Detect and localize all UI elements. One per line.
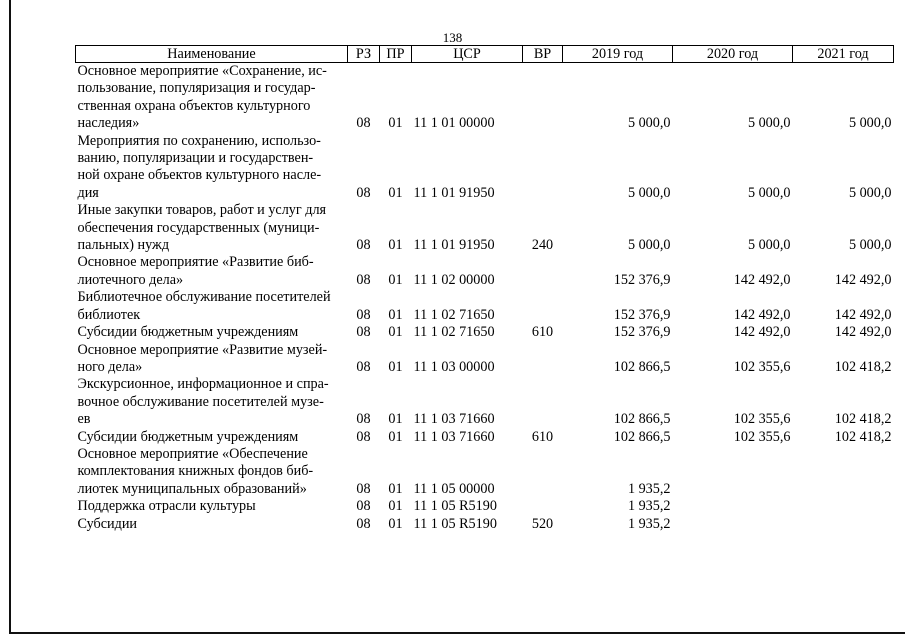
cell-name bbox=[76, 446, 348, 498]
cell-2019: 152 376,9 bbox=[613, 271, 671, 288]
name-line: наследия» bbox=[77, 115, 140, 132]
cell-pr: 01 bbox=[388, 411, 403, 428]
cell-csr: 11 1 05 R5190 bbox=[413, 515, 497, 532]
cell-2019: 1 935,2 bbox=[627, 480, 671, 497]
cell-csr: 11 1 05 00000 bbox=[413, 480, 495, 497]
name-line: Иные закупки товаров, работ и услуг для bbox=[77, 202, 327, 219]
cell-2020: 102 355,6 bbox=[733, 411, 791, 428]
table-row bbox=[76, 324, 894, 341]
table-row bbox=[76, 376, 894, 428]
name-line: ного дела» bbox=[77, 358, 143, 375]
cell-2020: 102 355,6 bbox=[733, 428, 791, 445]
cell-rz: 08 bbox=[356, 428, 371, 445]
cell-2021: 5 000,0 bbox=[848, 115, 892, 132]
cell-2019: 102 866,5 bbox=[613, 358, 671, 375]
table-body bbox=[76, 63, 894, 533]
cell-pr: 01 bbox=[388, 324, 403, 341]
cell-2019: 1 935,2 bbox=[627, 498, 671, 515]
table-row bbox=[76, 254, 894, 289]
cell-2020: 142 492,0 bbox=[733, 271, 791, 288]
name-line: комплектования книжных фондов биб- bbox=[77, 463, 314, 480]
cell-vr: 520 bbox=[531, 515, 554, 532]
cell-2019: 5 000,0 bbox=[627, 184, 671, 201]
table-row bbox=[76, 289, 894, 324]
cell-name bbox=[76, 498, 348, 515]
cell-vr: 610 bbox=[531, 324, 554, 341]
name-line: Субсидии бюджетным учреждениям bbox=[77, 428, 299, 445]
name-line: Основное мероприятие «Развитие биб- bbox=[77, 254, 314, 271]
table-row bbox=[76, 133, 894, 203]
table-row bbox=[76, 202, 894, 254]
cell-2020: 142 492,0 bbox=[733, 306, 791, 323]
cell-2019: 152 376,9 bbox=[613, 306, 671, 323]
cell-vr bbox=[523, 289, 563, 324]
cell-pr: 01 bbox=[388, 480, 403, 497]
cell-2021: 142 492,0 bbox=[834, 324, 892, 341]
cell-name bbox=[76, 133, 348, 203]
cell-name bbox=[76, 254, 348, 289]
name-line: дия bbox=[77, 184, 99, 201]
name-line: ев bbox=[77, 411, 91, 428]
header-2020: 2020 год bbox=[673, 46, 793, 63]
cell-vr bbox=[523, 342, 563, 377]
cell-2019: 102 866,5 bbox=[613, 411, 671, 428]
cell-vr bbox=[523, 498, 563, 515]
header-pr: ПР bbox=[380, 46, 412, 63]
table-header-row bbox=[76, 46, 894, 63]
cell-rz: 08 bbox=[356, 411, 371, 428]
cell-pr: 01 bbox=[388, 271, 403, 288]
cell-2021 bbox=[793, 446, 894, 498]
name-line: Основное мероприятие «Сохранение, ис- bbox=[77, 63, 327, 79]
cell-2021 bbox=[793, 498, 894, 515]
cell-csr: 11 1 03 00000 bbox=[413, 358, 495, 375]
cell-rz: 08 bbox=[356, 115, 371, 132]
cell-2020: 5 000,0 bbox=[747, 237, 791, 254]
cell-vr bbox=[523, 376, 563, 428]
budget-table bbox=[75, 45, 894, 533]
table-row bbox=[76, 498, 894, 515]
cell-2019: 5 000,0 bbox=[627, 115, 671, 132]
cell-2020 bbox=[673, 516, 793, 533]
name-line: пальных) нужд bbox=[77, 237, 170, 254]
cell-rz: 08 bbox=[356, 515, 371, 532]
cell-rz: 08 bbox=[356, 306, 371, 323]
cell-2019: 152 376,9 bbox=[613, 324, 671, 341]
name-line: обеспечения государственных (муници- bbox=[77, 219, 320, 236]
cell-name bbox=[76, 429, 348, 446]
cell-rz: 08 bbox=[356, 480, 371, 497]
name-line: ственная охрана объектов культурного bbox=[77, 97, 311, 114]
cell-name bbox=[76, 376, 348, 428]
cell-csr: 11 1 05 R5190 bbox=[413, 498, 497, 515]
table-row bbox=[76, 342, 894, 377]
cell-rz: 08 bbox=[356, 498, 371, 515]
cell-vr bbox=[523, 133, 563, 203]
cell-2021: 102 418,2 bbox=[834, 411, 892, 428]
cell-2021: 102 418,2 bbox=[834, 428, 892, 445]
cell-rz: 08 bbox=[356, 184, 371, 201]
name-line: ванию, популяризации и государствен- bbox=[77, 150, 314, 167]
cell-2019: 102 866,5 bbox=[613, 428, 671, 445]
cell-name bbox=[76, 63, 348, 133]
name-line: Мероприятия по сохранению, использо- bbox=[77, 132, 321, 149]
header-rz: РЗ bbox=[348, 46, 380, 63]
cell-2020 bbox=[673, 498, 793, 515]
name-line: лиотечного дела» bbox=[77, 271, 184, 288]
header-2019: 2019 год bbox=[563, 46, 673, 63]
cell-pr: 01 bbox=[388, 237, 403, 254]
cell-pr: 01 bbox=[388, 515, 403, 532]
name-line: Основное мероприятие «Развитие музей- bbox=[77, 341, 328, 358]
cell-2020: 5 000,0 bbox=[747, 184, 791, 201]
cell-vr: 240 bbox=[531, 237, 554, 254]
cell-rz: 08 bbox=[356, 324, 371, 341]
cell-2020 bbox=[673, 446, 793, 498]
header-name: Наименование bbox=[76, 46, 348, 63]
cell-name bbox=[76, 324, 348, 341]
cell-2019: 1 935,2 bbox=[627, 515, 671, 532]
table-row bbox=[76, 446, 894, 498]
cell-vr: 610 bbox=[531, 428, 554, 445]
cell-csr: 11 1 01 91950 bbox=[413, 237, 495, 254]
cell-2020: 142 492,0 bbox=[733, 324, 791, 341]
cell-2021: 142 492,0 bbox=[834, 271, 892, 288]
table-row bbox=[76, 516, 894, 533]
name-line: Экскурсионное, информационное и спра- bbox=[77, 376, 329, 393]
cell-2020: 5 000,0 bbox=[747, 115, 791, 132]
cell-2021: 5 000,0 bbox=[848, 237, 892, 254]
table-row bbox=[76, 429, 894, 446]
cell-vr bbox=[523, 63, 563, 133]
name-line: Субсидии bbox=[77, 515, 138, 532]
name-line: лиотек муниципальных образований» bbox=[77, 480, 307, 497]
cell-name bbox=[76, 516, 348, 533]
cell-name bbox=[76, 202, 348, 254]
cell-csr: 11 1 03 71660 bbox=[413, 411, 495, 428]
cell-rz: 08 bbox=[356, 271, 371, 288]
cell-2019: 5 000,0 bbox=[627, 237, 671, 254]
cell-csr: 11 1 02 00000 bbox=[413, 271, 495, 288]
cell-vr bbox=[523, 446, 563, 498]
cell-name bbox=[76, 342, 348, 377]
page-number: 138 bbox=[442, 30, 463, 45]
cell-vr bbox=[523, 254, 563, 289]
cell-csr: 11 1 01 00000 bbox=[413, 115, 495, 132]
name-line: библиотек bbox=[77, 306, 141, 323]
cell-csr: 11 1 03 71660 bbox=[413, 428, 495, 445]
cell-rz: 08 bbox=[356, 358, 371, 375]
name-line: Библиотечное обслуживание посетителей bbox=[77, 289, 331, 306]
name-line: вочное обслуживание посетителей музе- bbox=[77, 393, 324, 410]
cell-csr: 11 1 01 91950 bbox=[413, 184, 495, 201]
name-line: пользование, популяризация и государ- bbox=[77, 80, 316, 97]
cell-2021: 142 492,0 bbox=[834, 306, 892, 323]
cell-csr: 11 1 02 71650 bbox=[413, 324, 495, 341]
cell-name bbox=[76, 289, 348, 324]
name-line: Основное мероприятие «Обеспечение bbox=[77, 445, 308, 462]
cell-pr: 01 bbox=[388, 498, 403, 515]
header-csr: ЦСР bbox=[412, 46, 523, 63]
name-line: Субсидии бюджетным учреждениям bbox=[77, 324, 299, 341]
cell-pr: 01 bbox=[388, 115, 403, 132]
cell-rz: 08 bbox=[356, 237, 371, 254]
cell-csr: 11 1 02 71650 bbox=[413, 306, 495, 323]
table-row bbox=[76, 63, 894, 133]
header-2021: 2021 год bbox=[793, 46, 894, 63]
cell-pr: 01 bbox=[388, 184, 403, 201]
header-vr: ВР bbox=[523, 46, 563, 63]
name-line: ной охране объектов культурного насле- bbox=[77, 167, 322, 184]
cell-pr: 01 bbox=[388, 358, 403, 375]
name-line: Поддержка отрасли культуры bbox=[77, 498, 256, 515]
cell-2021: 5 000,0 bbox=[848, 184, 892, 201]
cell-2021: 102 418,2 bbox=[834, 358, 892, 375]
cell-2021 bbox=[793, 516, 894, 533]
cell-pr: 01 bbox=[388, 428, 403, 445]
cell-2020: 102 355,6 bbox=[733, 358, 791, 375]
cell-pr: 01 bbox=[388, 306, 403, 323]
